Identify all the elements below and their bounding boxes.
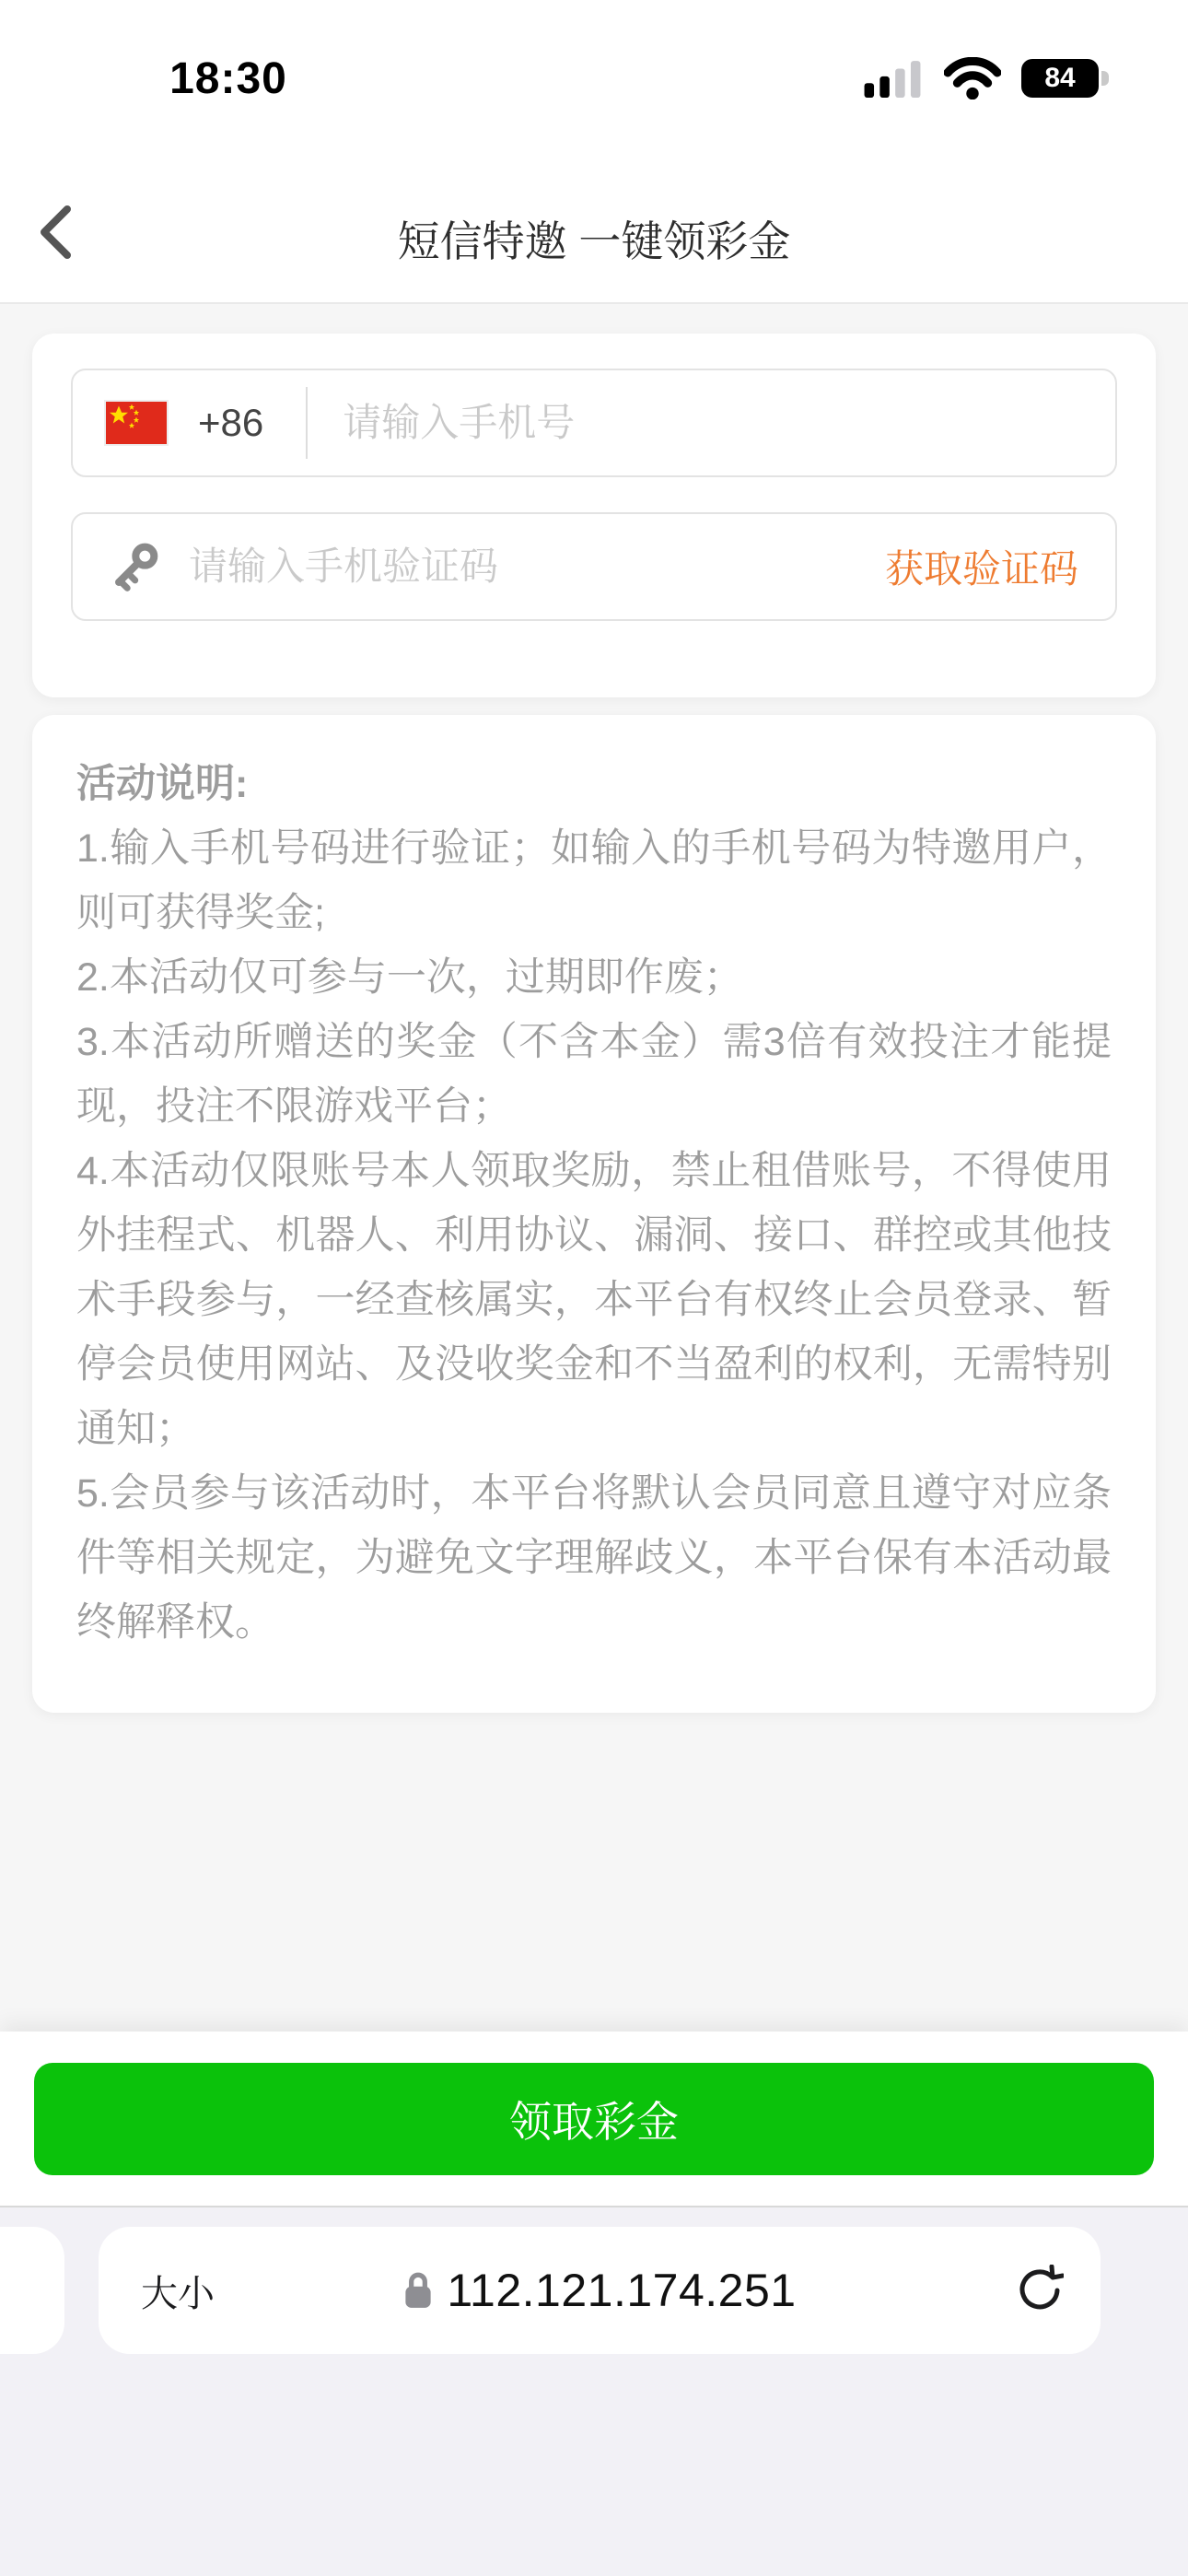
font-size-button[interactable]: 大小 bbox=[135, 2227, 220, 2354]
phone-input-row[interactable] bbox=[71, 369, 1117, 477]
claim-bonus-button[interactable]: 领取彩金 bbox=[34, 2063, 1154, 2175]
status-time: 18:30 bbox=[169, 54, 287, 103]
cellular-signal-icon bbox=[861, 59, 924, 98]
safari-chrome bbox=[0, 2207, 1188, 2576]
bottom-action-bar bbox=[0, 2032, 1188, 2207]
rule-item-5: 5.会员参与该活动时，本平台将默认会员同意且遵守对应条件等相关规定，为避免文字理解歧义，本平台保有本活动最终解释权。 bbox=[76, 1471, 1112, 1645]
phone-number-input[interactable] bbox=[341, 400, 1115, 446]
rule-item-4: 4.本活动仅限账号本人领取奖励，禁止租借账号，不得使用外挂程式、机器人、利用协议、漏洞、接口、群控或其他技术手段参与，一经查核属实，本平台有权终止会员登录、暂停会员使用网站、及没收奖金和不当盈利的权利，无需特别通知； bbox=[76, 1149, 1112, 1451]
lock-icon bbox=[402, 2270, 434, 2311]
get-code-button[interactable]: 获取验证码 bbox=[879, 538, 1084, 595]
sms-code-input[interactable] bbox=[187, 544, 879, 590]
battery-icon bbox=[1021, 59, 1109, 98]
url-text: 112.121.174.251 bbox=[447, 2265, 797, 2316]
rule-item-3: 3.本活动所赠送的奖金（不含本金）需3倍有效投注才能提现，投注不限游戏平台； bbox=[76, 1020, 1112, 1129]
key-icon bbox=[108, 539, 161, 594]
rules-card bbox=[32, 715, 1156, 1713]
status-icons bbox=[861, 57, 1109, 100]
battery-percent: 84 bbox=[1044, 63, 1076, 93]
code-input-row[interactable] bbox=[71, 512, 1117, 621]
url-center bbox=[99, 2227, 1101, 2354]
country-code[interactable]: +86 bbox=[198, 401, 264, 444]
phone-form-card bbox=[32, 334, 1156, 697]
reload-icon bbox=[1016, 2265, 1064, 2316]
page-title: 短信特邀 一键领彩金 bbox=[397, 217, 791, 265]
battery-tip bbox=[1101, 71, 1109, 86]
reload-button[interactable] bbox=[1010, 2227, 1069, 2354]
rules-title: 活动说明: bbox=[76, 762, 249, 806]
input-divider bbox=[306, 387, 308, 459]
rule-item-1: 1.输入手机号码进行验证；如输入的手机号码为特邀用户，则可获得奖金; bbox=[76, 826, 1112, 935]
rule-item-2: 2.本活动仅可参与一次，过期即作废； bbox=[76, 955, 743, 1000]
safari-url-bar[interactable] bbox=[99, 2227, 1101, 2354]
top-bar bbox=[0, 0, 1188, 304]
wifi-icon bbox=[944, 57, 1001, 100]
china-flag-icon bbox=[106, 402, 167, 444]
adjacent-tab-stub[interactable] bbox=[0, 2227, 64, 2354]
